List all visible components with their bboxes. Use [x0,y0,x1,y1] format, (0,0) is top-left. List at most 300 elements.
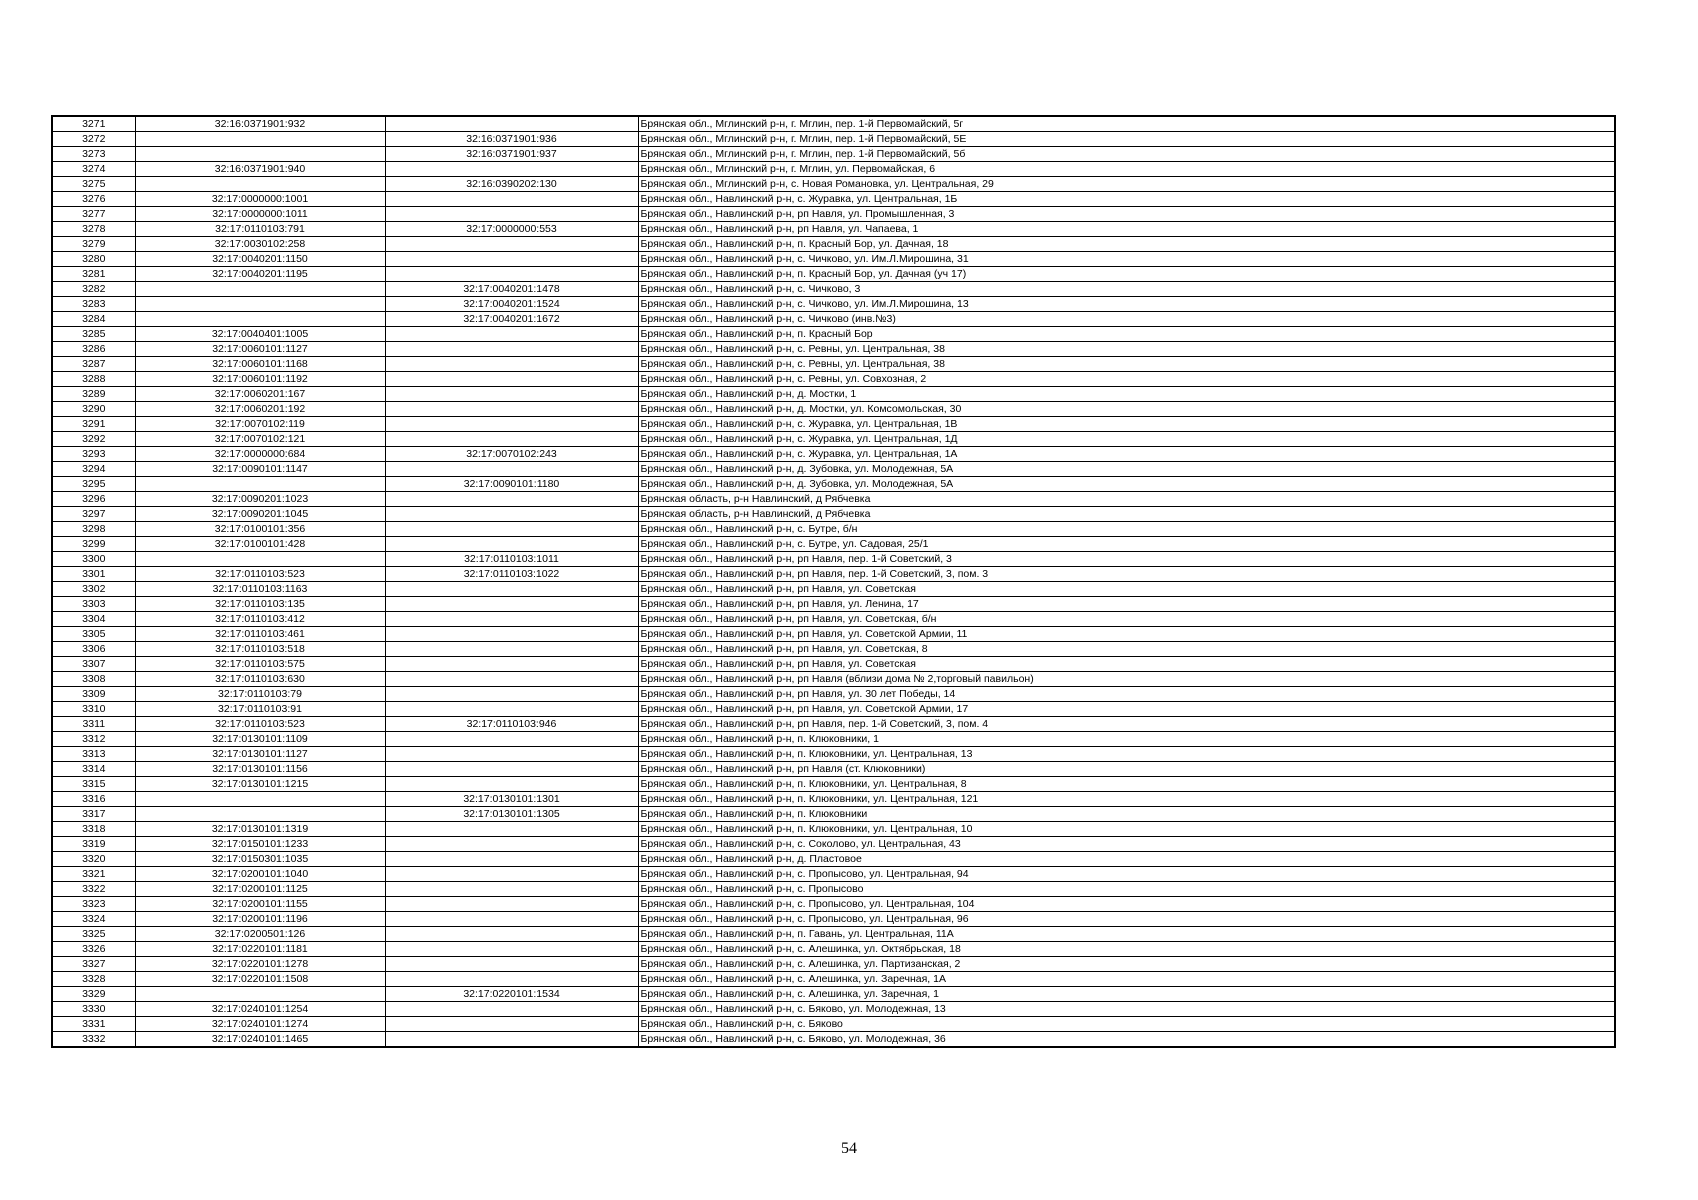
cadastral-number-cell: 32:17:0200101:1155 [135,897,385,912]
row-number-cell: 3296 [52,492,135,507]
building-cadastral-number-cell [385,192,638,207]
row-number-cell: 3286 [52,342,135,357]
table-row [52,867,1615,882]
cadastral-number-cell: 32:17:0060101:1192 [135,372,385,387]
cadastral-number-cell: 32:17:0040201:1195 [135,267,385,282]
address-cell: Брянская обл., Навлинский р-н, с. Ревны, ул. Центральная, 38 [638,342,1615,357]
cadastral-number-cell: 32:17:0110103:461 [135,627,385,642]
table-row [52,792,1615,807]
cadastral-number-cell: 32:17:0070102:119 [135,417,385,432]
cadastral-number-cell [135,177,385,192]
building-cadastral-number-cell [385,822,638,837]
row-number-cell: 3294 [52,462,135,477]
cadastral-number-cell: 32:17:0000000:1011 [135,207,385,222]
row-number-cell: 3272 [52,132,135,147]
cadastral-number-cell: 32:17:0130101:1215 [135,777,385,792]
address-cell: Брянская обл., Навлинский р-н, п. Клюковники [638,807,1615,822]
row-number-cell: 3298 [52,522,135,537]
table-row [52,942,1615,957]
table-row [52,116,1615,132]
table-row [52,552,1615,567]
address-cell: Брянская обл., Навлинский р-н, с. Пропысово [638,882,1615,897]
table-row [52,477,1615,492]
address-cell: Брянская обл., Навлинский р-н, рп Навля, ул. Советской Армии, 11 [638,627,1615,642]
cadastral-number-cell: 32:17:0060201:167 [135,387,385,402]
building-cadastral-number-cell [385,387,638,402]
row-number-cell: 3324 [52,912,135,927]
table-row [52,372,1615,387]
building-cadastral-number-cell [385,912,638,927]
row-number-cell: 3303 [52,597,135,612]
table-row [52,987,1615,1002]
address-cell: Брянская обл., Навлинский р-н, с. Чичково, ул. Им.Л.Мирошина, 13 [638,297,1615,312]
table-row [52,957,1615,972]
row-number-cell: 3323 [52,897,135,912]
cadastral-number-cell: 32:17:0240101:1274 [135,1017,385,1032]
building-cadastral-number-cell [385,897,638,912]
table-row [52,822,1615,837]
address-cell: Брянская обл., Навлинский р-н, рп Навля, ул. Промышленная, 3 [638,207,1615,222]
address-cell: Брянская обл., Навлинский р-н, д. Мостки, ул. Комсомольская, 30 [638,402,1615,417]
row-number-cell: 3291 [52,417,135,432]
table-row [52,252,1615,267]
row-number-cell: 3329 [52,987,135,1002]
table-row [52,147,1615,162]
table-row [52,567,1615,582]
address-cell: Брянская обл., Навлинский р-н, с. Алешинка, ул. Партизанская, 2 [638,957,1615,972]
building-cadastral-number-cell [385,507,638,522]
address-cell: Брянская обл., Навлинский р-н, рп Навля, пер. 1-й Советский, 3, пом. 4 [638,717,1615,732]
cadastral-number-cell [135,312,385,327]
cadastral-number-cell: 32:17:0200501:126 [135,927,385,942]
address-cell: Брянская обл., Навлинский р-н, с. Пропысово, ул. Центральная, 96 [638,912,1615,927]
address-cell: Брянская обл., Мглинский р-н, г. Мглин, пер. 1-й Первомайский, 5Е [638,132,1615,147]
table-row [52,237,1615,252]
row-number-cell: 3308 [52,672,135,687]
address-cell: Брянская обл., Навлинский р-н, с. Чичково, ул. Им.Л.Мирошина, 31 [638,252,1615,267]
building-cadastral-number-cell [385,927,638,942]
row-number-cell: 3299 [52,537,135,552]
cadastral-number-cell: 32:17:0110103:518 [135,642,385,657]
table-row [52,162,1615,177]
building-cadastral-number-cell [385,882,638,897]
cadastral-number-cell: 32:17:0130101:1109 [135,732,385,747]
row-number-cell: 3280 [52,252,135,267]
cadastral-number-cell: 32:17:0040201:1150 [135,252,385,267]
building-cadastral-number-cell [385,252,638,267]
address-cell: Брянская обл., Навлинский р-н, с. Ревны, ул. Совхозная, 2 [638,372,1615,387]
table-row [52,912,1615,927]
row-number-cell: 3295 [52,477,135,492]
building-cadastral-number-cell [385,972,638,987]
building-cadastral-number-cell [385,957,638,972]
cadastral-number-cell: 32:17:0000000:684 [135,447,385,462]
address-cell: Брянская обл., Навлинский р-н, рп Навля, ул. Ленина, 17 [638,597,1615,612]
building-cadastral-number-cell: 32:17:0110103:946 [385,717,638,732]
address-cell: Брянская обл., Навлинский р-н, п. Красный Бор [638,327,1615,342]
table-row [52,1032,1615,1048]
cadastral-number-cell: 32:17:0150101:1233 [135,837,385,852]
cadastral-number-cell: 32:17:0110103:523 [135,567,385,582]
building-cadastral-number-cell [385,1017,638,1032]
cadastral-number-cell: 32:17:0030102:258 [135,237,385,252]
building-cadastral-number-cell: 32:17:0090101:1180 [385,477,638,492]
cadastral-number-cell: 32:17:0110103:791 [135,222,385,237]
cadastral-number-cell: 32:17:0110103:630 [135,672,385,687]
address-cell: Брянская обл., Навлинский р-н, п. Красный Бор, ул. Дачная (уч 17) [638,267,1615,282]
table-row [52,402,1615,417]
table-row [52,687,1615,702]
address-cell: Брянская обл., Навлинский р-н, рп Навля, пер. 1-й Советский, 3, пом. 3 [638,567,1615,582]
address-cell: Брянская обл., Навлинский р-н, п. Гавань, ул. Центральная, 11А [638,927,1615,942]
address-cell: Брянская обл., Навлинский р-н, д. Зубовка, ул. Молодежная, 5А [638,462,1615,477]
table-row [52,642,1615,657]
cadastral-number-cell [135,987,385,1002]
address-cell: Брянская обл., Навлинский р-н, с. Журавка, ул. Центральная, 1Б [638,192,1615,207]
row-number-cell: 3271 [52,116,135,132]
address-cell: Брянская обл., Навлинский р-н, рп Навля, ул. Советская [638,582,1615,597]
table-row [52,717,1615,732]
cadastral-number-cell: 32:16:0371901:932 [135,116,385,132]
row-number-cell: 3281 [52,267,135,282]
table-row [52,357,1615,372]
cadastral-number-cell: 32:17:0110103:575 [135,657,385,672]
address-cell: Брянская обл., Навлинский р-н, с. Бяково, ул. Молодежная, 36 [638,1032,1615,1048]
address-cell: Брянская обл., Навлинский р-н, п. Клюковники, ул. Центральная, 8 [638,777,1615,792]
table-row [52,432,1615,447]
table-row [52,192,1615,207]
cadastral-number-cell: 32:17:0060101:1168 [135,357,385,372]
table-row [52,447,1615,462]
table-row [52,222,1615,237]
address-cell: Брянская обл., Навлинский р-н, с. Бяково, ул. Молодежная, 13 [638,1002,1615,1017]
table-row [52,462,1615,477]
cadastral-number-cell [135,297,385,312]
row-number-cell: 3332 [52,1032,135,1048]
row-number-cell: 3277 [52,207,135,222]
table-row [52,312,1615,327]
building-cadastral-number-cell [385,492,638,507]
cadastral-number-cell: 32:17:0000000:1001 [135,192,385,207]
row-number-cell: 3304 [52,612,135,627]
cadastral-number-cell: 32:17:0240101:1254 [135,1002,385,1017]
building-cadastral-number-cell [385,207,638,222]
address-cell: Брянская обл., Навлинский р-н, с. Алешинка, ул. Заречная, 1А [638,972,1615,987]
cadastral-number-cell: 32:17:0220101:1508 [135,972,385,987]
building-cadastral-number-cell [385,672,638,687]
cadastral-number-cell: 32:17:0150301:1035 [135,852,385,867]
cadastral-number-cell [135,282,385,297]
address-cell: Брянская обл., Навлинский р-н, п. Клюковники, ул. Центральная, 13 [638,747,1615,762]
building-cadastral-number-cell [385,267,638,282]
building-cadastral-number-cell: 32:17:0070102:243 [385,447,638,462]
row-number-cell: 3289 [52,387,135,402]
table-row [52,387,1615,402]
address-cell: Брянская обл., Навлинский р-н, с. Бутре, ул. Садовая, 25/1 [638,537,1615,552]
cadastral-number-cell: 32:17:0130101:1127 [135,747,385,762]
address-cell: Брянская обл., Мглинский р-н, г. Мглин, пер. 1-й Первомайский, 5г [638,116,1615,132]
building-cadastral-number-cell [385,372,638,387]
row-number-cell: 3309 [52,687,135,702]
address-cell: Брянская обл., Навлинский р-н, рп Навля, ул. Советская, б/н [638,612,1615,627]
table-row [52,417,1615,432]
row-number-cell: 3287 [52,357,135,372]
row-number-cell: 3315 [52,777,135,792]
building-cadastral-number-cell: 32:17:0000000:553 [385,222,638,237]
row-number-cell: 3307 [52,657,135,672]
address-cell: Брянская обл., Навлинский р-н, д. Зубовка, ул. Молодежная, 5А [638,477,1615,492]
building-cadastral-number-cell: 32:16:0371901:936 [385,132,638,147]
row-number-cell: 3321 [52,867,135,882]
table-row [52,732,1615,747]
building-cadastral-number-cell [385,432,638,447]
building-cadastral-number-cell [385,597,638,612]
row-number-cell: 3282 [52,282,135,297]
row-number-cell: 3297 [52,507,135,522]
row-number-cell: 3278 [52,222,135,237]
table-row [52,492,1615,507]
cadastral-number-cell: 32:17:0090201:1023 [135,492,385,507]
cadastral-number-cell: 32:17:0200101:1196 [135,912,385,927]
cadastral-number-cell: 32:17:0240101:1465 [135,1032,385,1048]
cadastral-number-cell: 32:17:0220101:1278 [135,957,385,972]
cadastral-number-cell [135,552,385,567]
table-row [52,897,1615,912]
cadastral-number-cell [135,132,385,147]
address-cell: Брянская обл., Навлинский р-н, рп Навля, ул. Советская [638,657,1615,672]
address-cell: Брянская обл., Навлинский р-н, п. Клюковники, 1 [638,732,1615,747]
row-number-cell: 3306 [52,642,135,657]
address-cell: Брянская обл., Навлинский р-н, с. Ревны, ул. Центральная, 38 [638,357,1615,372]
address-cell: Брянская область, р-н Навлинский, д Рябчевка [638,507,1615,522]
building-cadastral-number-cell: 32:16:0371901:937 [385,147,638,162]
table-row [52,132,1615,147]
row-number-cell: 3273 [52,147,135,162]
row-number-cell: 3279 [52,237,135,252]
cadastral-number-cell: 32:17:0070102:121 [135,432,385,447]
row-number-cell: 3314 [52,762,135,777]
row-number-cell: 3302 [52,582,135,597]
cadastral-number-cell: 32:16:0371901:940 [135,162,385,177]
cadastral-number-cell: 32:17:0110103:523 [135,717,385,732]
building-cadastral-number-cell [385,762,638,777]
table-row [52,927,1615,942]
building-cadastral-number-cell [385,327,638,342]
cadastral-table [51,115,1616,1048]
row-number-cell: 3312 [52,732,135,747]
cadastral-number-cell: 32:17:0110103:1163 [135,582,385,597]
table-row [52,672,1615,687]
table-row [52,837,1615,852]
building-cadastral-number-cell [385,237,638,252]
building-cadastral-number-cell [385,627,638,642]
address-cell: Брянская обл., Мглинский р-н, с. Новая Романовка, ул. Центральная, 29 [638,177,1615,192]
building-cadastral-number-cell: 32:17:0110103:1011 [385,552,638,567]
cadastral-number-cell [135,792,385,807]
table-row [52,882,1615,897]
building-cadastral-number-cell: 32:17:0130101:1305 [385,807,638,822]
cadastral-number-cell: 32:17:0040401:1005 [135,327,385,342]
table-row [52,747,1615,762]
row-number-cell: 3313 [52,747,135,762]
building-cadastral-number-cell [385,852,638,867]
address-cell: Брянская область, р-н Навлинский, д Рябчевка [638,492,1615,507]
address-cell: Брянская обл., Навлинский р-н, с. Журавка, ул. Центральная, 1А [638,447,1615,462]
table-row [52,1017,1615,1032]
table-row [52,597,1615,612]
address-cell: Брянская обл., Навлинский р-н, с. Бяково [638,1017,1615,1032]
cadastral-number-cell: 32:17:0200101:1125 [135,882,385,897]
table-row [52,762,1615,777]
table-row [52,582,1615,597]
building-cadastral-number-cell [385,162,638,177]
table-row [52,852,1615,867]
address-cell: Брянская обл., Навлинский р-н, с. Журавка, ул. Центральная, 1Д [638,432,1615,447]
row-number-cell: 3326 [52,942,135,957]
table-row [52,807,1615,822]
row-number-cell: 3293 [52,447,135,462]
row-number-cell: 3317 [52,807,135,822]
row-number-cell: 3285 [52,327,135,342]
cadastral-number-cell [135,807,385,822]
cadastral-number-cell: 32:17:0090201:1045 [135,507,385,522]
building-cadastral-number-cell [385,357,638,372]
building-cadastral-number-cell [385,462,638,477]
building-cadastral-number-cell [385,612,638,627]
row-number-cell: 3284 [52,312,135,327]
cadastral-number-cell: 32:17:0200101:1040 [135,867,385,882]
cadastral-number-cell: 32:17:0220101:1181 [135,942,385,957]
table-row [52,1002,1615,1017]
address-cell: Брянская обл., Навлинский р-н, д. Пластовое [638,852,1615,867]
building-cadastral-number-cell: 32:17:0040201:1524 [385,297,638,312]
table-row [52,507,1615,522]
building-cadastral-number-cell [385,522,638,537]
table-body [52,116,1615,1047]
address-cell: Брянская обл., Навлинский р-н, рп Навля, ул. 30 лет Победы, 14 [638,687,1615,702]
row-number-cell: 3288 [52,372,135,387]
cadastral-number-cell: 32:17:0110103:91 [135,702,385,717]
address-cell: Брянская обл., Навлинский р-н, с. Журавка, ул. Центральная, 1В [638,417,1615,432]
row-number-cell: 3311 [52,717,135,732]
building-cadastral-number-cell: 32:17:0110103:1022 [385,567,638,582]
building-cadastral-number-cell [385,867,638,882]
row-number-cell: 3330 [52,1002,135,1017]
row-number-cell: 3310 [52,702,135,717]
table-row [52,522,1615,537]
address-cell: Брянская обл., Навлинский р-н, с. Соколово, ул. Центральная, 43 [638,837,1615,852]
row-number-cell: 3283 [52,297,135,312]
address-cell: Брянская обл., Мглинский р-н, г. Мглин, пер. 1-й Первомайский, 5б [638,147,1615,162]
address-cell: Брянская обл., Навлинский р-н, рп Навля, ул. Советской Армии, 17 [638,702,1615,717]
building-cadastral-number-cell [385,732,638,747]
building-cadastral-number-cell [385,642,638,657]
table-row [52,267,1615,282]
row-number-cell: 3290 [52,402,135,417]
row-number-cell: 3322 [52,882,135,897]
table-row [52,327,1615,342]
row-number-cell: 3300 [52,552,135,567]
table-row [52,207,1615,222]
table-row [52,297,1615,312]
cadastral-number-cell: 32:17:0060101:1127 [135,342,385,357]
cadastral-number-cell [135,477,385,492]
address-cell: Брянская обл., Навлинский р-н, рп Навля, пер. 1-й Советский, 3 [638,552,1615,567]
address-cell: Брянская обл., Навлинский р-н, рп Навля, ул. Чапаева, 1 [638,222,1615,237]
building-cadastral-number-cell [385,402,638,417]
page-number: 54 [841,1140,857,1157]
row-number-cell: 3305 [52,627,135,642]
table-row [52,177,1615,192]
table-row [52,612,1615,627]
row-number-cell: 3275 [52,177,135,192]
row-number-cell: 3301 [52,567,135,582]
row-number-cell: 3320 [52,852,135,867]
row-number-cell: 3327 [52,957,135,972]
address-cell: Брянская обл., Навлинский р-н, п. Клюковники, ул. Центральная, 121 [638,792,1615,807]
cadastral-number-cell: 32:17:0100101:428 [135,537,385,552]
building-cadastral-number-cell [385,687,638,702]
table-row [52,702,1615,717]
building-cadastral-number-cell: 32:17:0130101:1301 [385,792,638,807]
building-cadastral-number-cell [385,747,638,762]
address-cell: Брянская обл., Навлинский р-н, п. Клюковники, ул. Центральная, 10 [638,822,1615,837]
cadastral-number-cell: 32:17:0060201:192 [135,402,385,417]
address-cell: Брянская обл., Навлинский р-н, с. Пропысово, ул. Центральная, 104 [638,897,1615,912]
address-cell: Брянская обл., Навлинский р-н, рп Навля (вблизи дома № 2,торговый павильон) [638,672,1615,687]
address-cell: Брянская обл., Навлинский р-н, с. Бутре, б/н [638,522,1615,537]
building-cadastral-number-cell [385,837,638,852]
table-row [52,972,1615,987]
cadastral-number-cell: 32:17:0110103:79 [135,687,385,702]
row-number-cell: 3316 [52,792,135,807]
building-cadastral-number-cell [385,417,638,432]
building-cadastral-number-cell [385,582,638,597]
building-cadastral-number-cell [385,537,638,552]
cadastral-number-cell: 32:17:0110103:412 [135,612,385,627]
table-row [52,282,1615,297]
row-number-cell: 3292 [52,432,135,447]
row-number-cell: 3319 [52,837,135,852]
address-cell: Брянская обл., Навлинский р-н, с. Чичково, 3 [638,282,1615,297]
cadastral-number-cell: 32:17:0130101:1156 [135,762,385,777]
building-cadastral-number-cell [385,342,638,357]
address-cell: Брянская обл., Навлинский р-н, с. Алешинка, ул. Заречная, 1 [638,987,1615,1002]
row-number-cell: 3328 [52,972,135,987]
building-cadastral-number-cell [385,777,638,792]
building-cadastral-number-cell [385,116,638,132]
building-cadastral-number-cell: 32:17:0040201:1672 [385,312,638,327]
building-cadastral-number-cell [385,942,638,957]
row-number-cell: 3274 [52,162,135,177]
cadastral-number-cell: 32:17:0100101:356 [135,522,385,537]
row-number-cell: 3318 [52,822,135,837]
row-number-cell: 3325 [52,927,135,942]
address-cell: Брянская обл., Навлинский р-н, п. Красный Бор, ул. Дачная, 18 [638,237,1615,252]
building-cadastral-number-cell [385,1032,638,1048]
address-cell: Брянская обл., Навлинский р-н, рп Навля (ст. Клюковники) [638,762,1615,777]
table-row [52,657,1615,672]
cadastral-number-cell: 32:17:0090101:1147 [135,462,385,477]
building-cadastral-number-cell [385,657,638,672]
address-cell: Брянская обл., Навлинский р-н, с. Алешинка, ул. Октябрьская, 18 [638,942,1615,957]
row-number-cell: 3331 [52,1017,135,1032]
building-cadastral-number-cell: 32:16:0390202:130 [385,177,638,192]
building-cadastral-number-cell: 32:17:0220101:1534 [385,987,638,1002]
building-cadastral-number-cell [385,1002,638,1017]
address-cell: Брянская обл., Навлинский р-н, с. Пропысово, ул. Центральная, 94 [638,867,1615,882]
table-row [52,777,1615,792]
